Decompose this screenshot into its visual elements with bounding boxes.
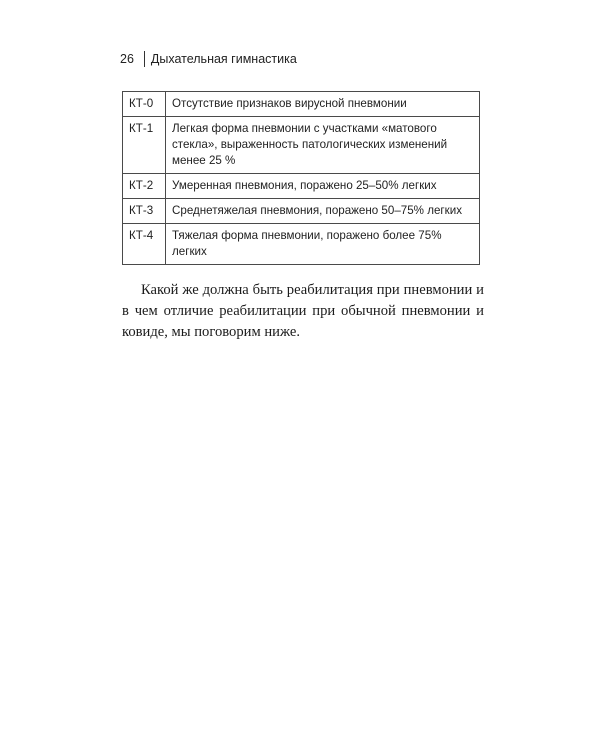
ct-code-cell: КТ-0 xyxy=(123,92,166,117)
table-row xyxy=(123,117,480,174)
ct-description-cell: Отсутствие признаков вирусной пневмонии xyxy=(166,92,480,117)
header-divider xyxy=(144,51,145,67)
running-head-title: Дыхательная гимнастика xyxy=(150,52,297,66)
table-row xyxy=(123,199,480,224)
table-row xyxy=(123,224,480,265)
running-head xyxy=(120,50,297,68)
ct-description-cell: Легкая форма пневмонии с участками «матового стекла», выраженность патологических изменений менее 25 % xyxy=(166,117,480,174)
ct-description-cell: Тяжелая форма пневмонии, поражено более 75% легких xyxy=(166,224,480,265)
ct-code-cell: КТ-2 xyxy=(123,174,166,199)
body-paragraph: Какой же должна быть реабилитация при пневмонии и в чем отличие реабилитации при обычной пневмонии и ковиде, мы поговорим ниже. xyxy=(122,282,484,340)
ct-code-cell: КТ-4 xyxy=(123,224,166,265)
ct-description-cell: Среднетяжелая пневмония, поражено 50–75% легких xyxy=(166,199,480,224)
table-row xyxy=(123,174,480,199)
table-row xyxy=(123,92,480,117)
page-number: 26 xyxy=(120,52,134,66)
ct-code-cell: КТ-3 xyxy=(123,199,166,224)
ct-code-cell: КТ-1 xyxy=(123,117,166,174)
ct-description-cell: Умеренная пневмония, поражено 25–50% легких xyxy=(166,174,480,199)
ct-severity-table xyxy=(122,91,480,265)
